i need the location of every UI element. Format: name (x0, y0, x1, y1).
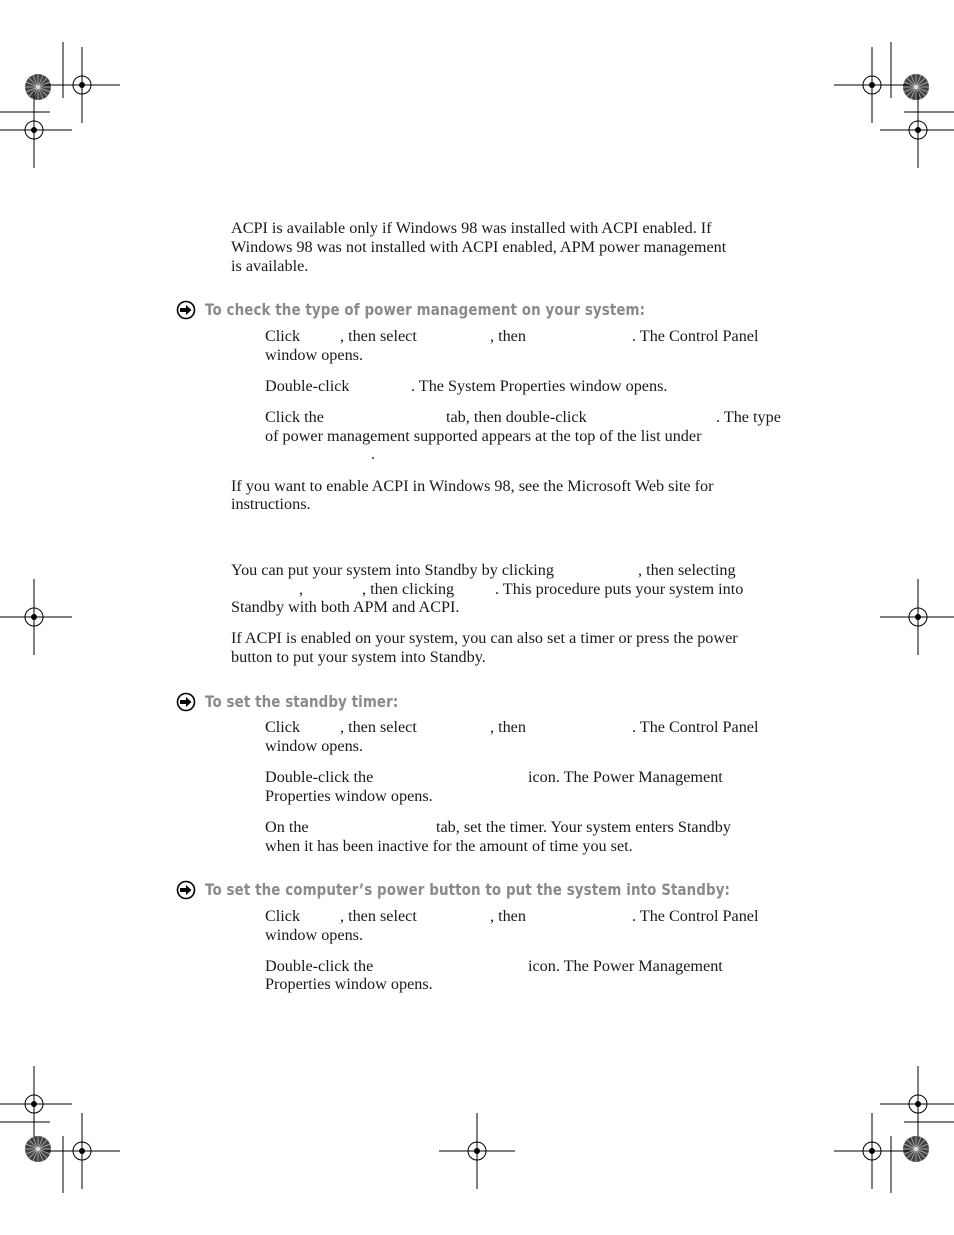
body-text: . This procedure puts your system into (495, 580, 744, 598)
step-text: Properties window opens. (265, 787, 433, 805)
section-heading-check: To check the type of power management on your system: (205, 300, 646, 319)
registration-target-icon (0, 579, 72, 655)
intro-line: Windows 98 was not installed with ACPI enabled, APM power management (231, 238, 727, 256)
step-text: Click (265, 718, 301, 736)
registration-target-icon (439, 1113, 515, 1189)
body-text: You can put your system into Standby by clicking (231, 561, 554, 579)
step-text: tab, set the timer. Your system enters Standby (436, 818, 731, 836)
step-text: , then select (340, 327, 417, 345)
step-text: when it has been inactive for the amount of time you set. (265, 837, 633, 855)
step-text: , then (490, 907, 526, 925)
step-text: . The System Properties window opens. (411, 377, 668, 395)
registration-star-icon (903, 1136, 929, 1162)
step-text: Click the (265, 408, 324, 426)
intro-line: is available. (231, 257, 309, 275)
note-line: instructions. (231, 495, 311, 513)
step-text: Double-click the (265, 957, 374, 975)
registration-target-icon (834, 1113, 910, 1189)
step-text: , then (490, 327, 526, 345)
registration-star-icon (25, 74, 51, 100)
step-text: Double-click (265, 377, 350, 395)
arrow-bullet-icon (176, 692, 196, 712)
registration-target-icon (880, 1066, 954, 1142)
step-text: On the (265, 818, 309, 836)
step-text: icon. The Power Management (528, 768, 723, 786)
registration-target-icon (880, 92, 954, 168)
step-text: window opens. (265, 346, 364, 364)
section-heading-power-button: To set the computer’s power button to put the system into Standby: (205, 880, 730, 899)
step-text: , then select (340, 907, 417, 925)
step-text: tab, then double-click (446, 408, 587, 426)
step-text: of power management supported appears at the top of the list under (265, 427, 702, 445)
note-line: If you want to enable ACPI in Windows 98, see the Microsoft Web site for (231, 477, 714, 495)
body-text: button to put your system into Standby. (231, 648, 486, 666)
step-text: window opens. (265, 737, 364, 755)
step-text: . The Control Panel (632, 907, 759, 925)
step-text: . The Control Panel (632, 718, 759, 736)
body-text: , (299, 580, 304, 598)
registration-target-icon (44, 47, 120, 123)
body-text: , then selecting (638, 561, 736, 579)
step-text: , then select (340, 718, 417, 736)
registration-star-icon (25, 1136, 51, 1162)
step-text: Properties window opens. (265, 975, 433, 993)
body-text: Standby with both APM and ACPI. (231, 598, 460, 616)
step-text: , then (490, 718, 526, 736)
arrow-bullet-icon (176, 880, 196, 900)
registration-target-icon (834, 47, 910, 123)
registration-target-icon (44, 1113, 120, 1189)
step-text: icon. The Power Management (528, 957, 723, 975)
body-text: , then clicking (362, 580, 455, 598)
registration-target-icon (0, 92, 72, 168)
step-text: Double-click the (265, 768, 374, 786)
arrow-bullet-icon (176, 300, 196, 320)
step-text: window opens. (265, 926, 364, 944)
step-text: Click (265, 327, 301, 345)
step-text: . (371, 445, 376, 463)
registration-target-icon (880, 579, 954, 655)
registration-star-icon (903, 74, 929, 100)
step-text: . The Control Panel (632, 327, 759, 345)
section-heading-timer: To set the standby timer: (205, 692, 399, 711)
intro-line: ACPI is available only if Windows 98 was installed with ACPI enabled. If (231, 219, 712, 237)
step-text: Click (265, 907, 301, 925)
body-text: If ACPI is enabled on your system, you can also set a timer or press the power (231, 629, 738, 647)
step-text: . The type (716, 408, 781, 426)
registration-target-icon (0, 1066, 72, 1142)
